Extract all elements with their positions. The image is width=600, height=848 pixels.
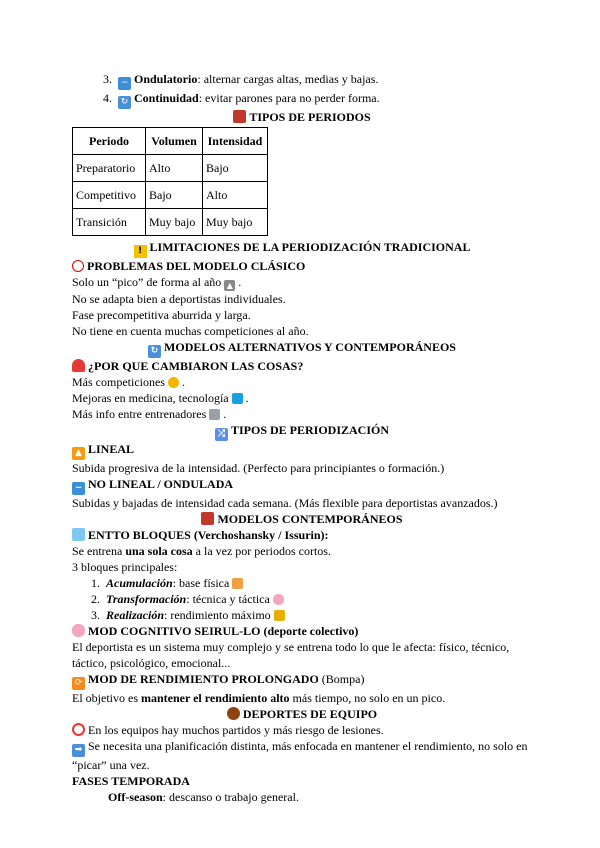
satellite-icon — [209, 409, 220, 420]
list-item: 1. Acumulación: base física — [72, 575, 532, 591]
text-line: Subidas y bajadas de intensidad cada semana. (Más flexible para deportistas avanzados.) — [72, 496, 498, 510]
heading-nolineal: ~ NO LINEAL / ONDULADA — [72, 476, 532, 495]
loop-icon: ↻ — [148, 345, 161, 358]
heading-alternativos: ↻ MODELOS ALTERNATIVOS Y CONTEMPORÁNEOS — [72, 339, 532, 358]
text-line: Solo un “pico” de forma al año ▲ . — [72, 275, 242, 290]
table-row: Preparatorio Alto Bajo — [73, 155, 268, 182]
paragraph: ➡ Se necesita una planificación distinta, más enfocada en mantener el rendimiento, no solo en “picar” una vez. — [72, 739, 528, 772]
wave-icon: ~ — [72, 482, 85, 495]
football-icon — [227, 707, 240, 720]
list-item: 3. Realización: rendimiento máximo — [72, 607, 532, 623]
heading-equipo: DEPORTES DE EQUIPO — [72, 706, 532, 722]
heading-bloques: ENTTO BLOQUES (Verchoshansky / Issurin): — [72, 527, 532, 543]
text-line: No tiene en cuenta muchas competiciones al año. — [72, 324, 309, 338]
table-header-row: Periodo Volumen Intensidad — [73, 128, 268, 155]
wave-icon: ~ — [118, 77, 131, 90]
periods-table — [72, 127, 268, 236]
prohibited-icon — [72, 260, 84, 272]
shuffle-icon: ⤮ — [215, 428, 228, 441]
repeat-icon: ⟳ — [72, 677, 85, 690]
heading-fases: FASES TEMPORADA — [72, 774, 190, 788]
text-line: Fase precompetitiva aburrida y larga. — [72, 308, 251, 322]
brain-icon — [273, 594, 284, 605]
list-item: 3. ~ Ondulatorio: alternar cargas altas, medias y bajas. — [103, 72, 379, 88]
text-line: No se adapta bien a deportistas individuales. — [72, 292, 286, 306]
heading-prolongado: ⟳ MOD DE RENDIMIENTO PROLONGADO (Bompa) — [72, 671, 532, 690]
text-line: Subida progresiva de la intensidad. (Perfecto para principiantes o formación.) — [72, 461, 445, 475]
medal-icon — [168, 377, 179, 388]
heading-lineal: ▲ LINEAL — [72, 441, 532, 460]
brick-icon — [233, 110, 246, 123]
text-line: En los equipos hay muchos partidos y más riesgo de lesiones. — [72, 722, 532, 738]
heading-cognitivo: MOD COGNITIVO SEIRUL-LO (deporte colectivo) — [72, 623, 532, 639]
heading-problemas: PROBLEMAS DEL MODELO CLÁSICO — [72, 258, 532, 274]
warning-icon: ! — [134, 245, 147, 258]
trophy-icon — [274, 610, 285, 621]
siren-icon — [72, 359, 85, 372]
heading-contemporaneos: MODELOS CONTEMPORÁNEOS — [72, 511, 532, 527]
table-row: Transición Muy bajo Muy bajo — [73, 209, 268, 236]
text-line: Se entrena una sola cosa a la vez por periodos cortos. — [72, 544, 331, 558]
text-line: Off-season: descanso o trabajo general. — [108, 790, 299, 804]
text-line: Más competiciones . — [72, 375, 185, 389]
ice-cube-icon — [72, 528, 85, 541]
table-row: Competitivo Bajo Alto — [73, 182, 268, 209]
loop-icon: ↻ — [118, 96, 131, 109]
text-line: Más info entre entrenadores . — [72, 407, 227, 421]
test-tube-icon — [232, 393, 243, 404]
text-line: Mejoras en medicina, tecnología . — [72, 391, 249, 405]
document-content — [72, 71, 532, 805]
mountain-icon: ▲ — [224, 280, 235, 291]
weightlifter-icon — [232, 578, 243, 589]
heading-porque: ¿POR QUE CAMBIARON LAS COSAS? — [72, 358, 532, 374]
heading-tipos-periodizacion: ⤮ TIPOS DE PERIODIZACIÓN — [72, 422, 532, 441]
heading-limitaciones: ! LIMITACIONES DE LA PERIODIZACIÓN TRADICIONAL — [72, 239, 532, 258]
text-line: El objetivo es mantener el rendimiento alto más tiempo, no solo en un pico. — [72, 691, 446, 705]
list-item: 2. Transformación: técnica y táctica — [72, 591, 532, 607]
brain-icon — [72, 624, 85, 637]
text-line: 3 bloques principales: — [72, 560, 178, 574]
brick-icon — [201, 512, 214, 525]
paragraph: El deportista es un sistema muy complejo y se entrena todo lo que le afecta: físico, técnico, táctico, psicológico, emocional... — [72, 640, 510, 670]
target-icon — [72, 723, 85, 736]
right-arrow-icon: ➡ — [72, 744, 85, 757]
up-arrow-icon: ▲ — [72, 447, 85, 460]
heading-tipos-periodos: TIPOS DE PERIODOS — [72, 109, 532, 125]
list-item: 4. ↻ Continuidad: evitar parones para no perder forma. — [103, 91, 380, 107]
